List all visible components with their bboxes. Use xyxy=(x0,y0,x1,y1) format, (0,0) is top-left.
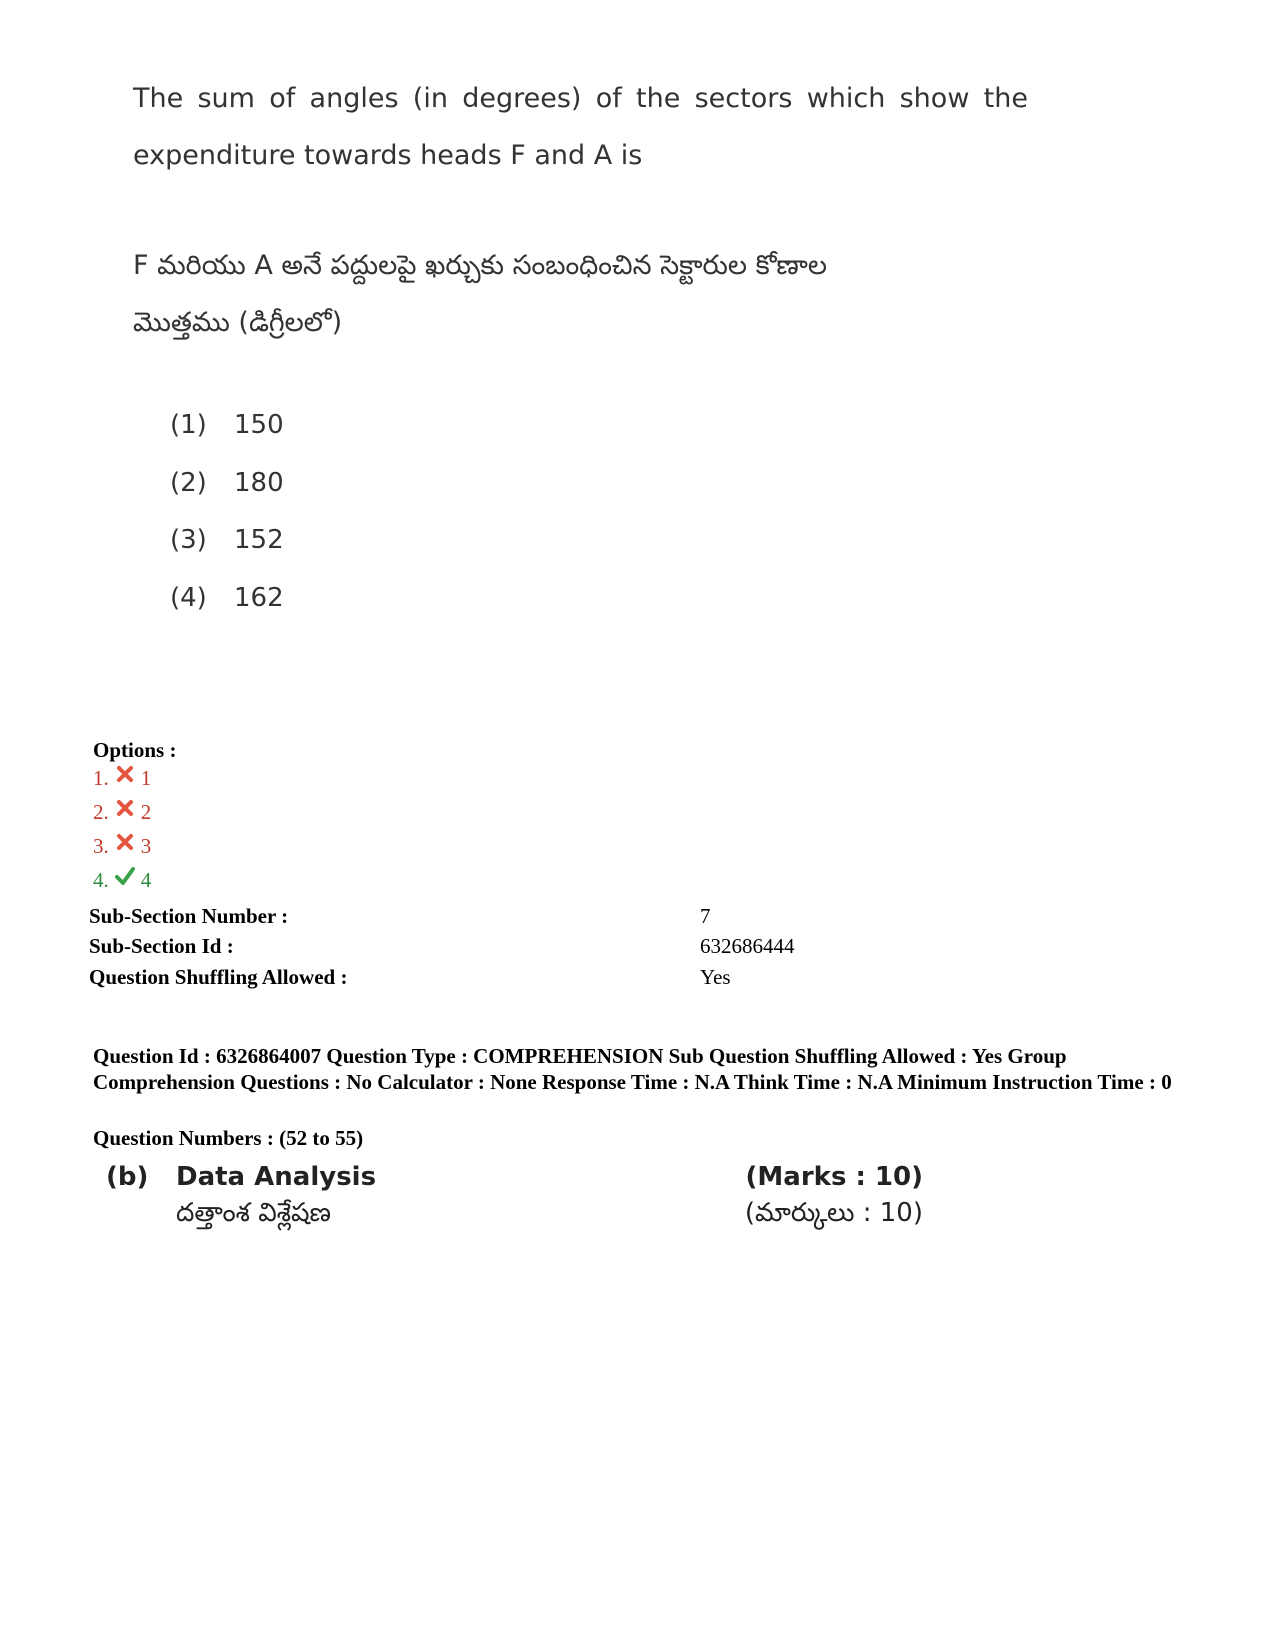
choice-number: (1) xyxy=(170,410,207,440)
cross-icon xyxy=(115,832,135,852)
choice-4 xyxy=(170,583,284,641)
option-index: 3. xyxy=(93,834,109,858)
section-label: (b) xyxy=(106,1162,149,1192)
choice-2 xyxy=(170,468,284,526)
choice-3 xyxy=(170,525,284,583)
subsection-number-value: 7 xyxy=(700,904,711,928)
question-telugu-line-2: మొత్తము (డిగ్రీలలో) xyxy=(133,307,343,338)
subsection-id-value: 632686444 xyxy=(700,934,795,958)
option-value: 2 xyxy=(140,800,152,824)
option-value: 4 xyxy=(140,868,152,892)
subsection-id-label: Sub-Section Id : xyxy=(89,934,234,958)
choice-value: 162 xyxy=(234,582,284,613)
option-index: 2. xyxy=(93,800,109,824)
question-shuffling-value: Yes xyxy=(700,965,731,989)
section-title-telugu: దత్తాంశ విశ్లేషణ xyxy=(176,1198,332,1228)
question-info: Question Id : 6326864007 Question Type : COMPREHENSION Sub Question Shuffling Allowed : Yes Group Comprehension Questions : No Calculator : None Response Time : N.A Think Time : N.A Minimum Instruction Time : 0 xyxy=(93,1044,1172,1094)
cross-icon xyxy=(115,798,135,818)
section-marks-telugu: (మార్కులు : 10) xyxy=(744,1198,923,1228)
question-numbers: Question Numbers : (52 to 55) xyxy=(93,1126,364,1150)
choice-value: 150 xyxy=(234,410,284,440)
option-4 xyxy=(93,868,151,893)
question-text-telugu xyxy=(133,237,1033,351)
question-shuffling-label: Question Shuffling Allowed : xyxy=(89,965,348,989)
choice-1 xyxy=(170,410,284,468)
option-value: 3 xyxy=(140,834,152,858)
option-1 xyxy=(93,766,151,791)
question-telugu-line-1: F మరియు A అనే పద్దులపై ఖర్చుకు సంబంధించిన సెక్టారుల కోణాల xyxy=(133,250,828,281)
choice-value: 152 xyxy=(234,525,284,555)
options-title: Options : xyxy=(93,738,177,762)
option-3 xyxy=(93,834,151,859)
option-index: 1. xyxy=(93,766,109,790)
question-text-english: The sum of angles (in degrees) of the sectors which show the expenditure towards heads F and A is xyxy=(133,83,1028,171)
choice-number: (2) xyxy=(170,467,207,498)
choice-value: 180 xyxy=(234,467,284,498)
option-value: 1 xyxy=(140,766,152,790)
choice-number: (3) xyxy=(170,525,207,555)
check-icon xyxy=(115,866,135,886)
section-marks-english: (Marks : 10) xyxy=(745,1162,923,1192)
answer-choices xyxy=(170,410,284,640)
section-title-english: Data Analysis xyxy=(176,1162,377,1192)
option-index: 4. xyxy=(93,868,109,892)
subsection-number-label: Sub-Section Number : xyxy=(89,904,289,928)
cross-icon xyxy=(115,764,135,784)
option-2 xyxy=(93,800,151,825)
choice-number: (4) xyxy=(170,582,207,613)
